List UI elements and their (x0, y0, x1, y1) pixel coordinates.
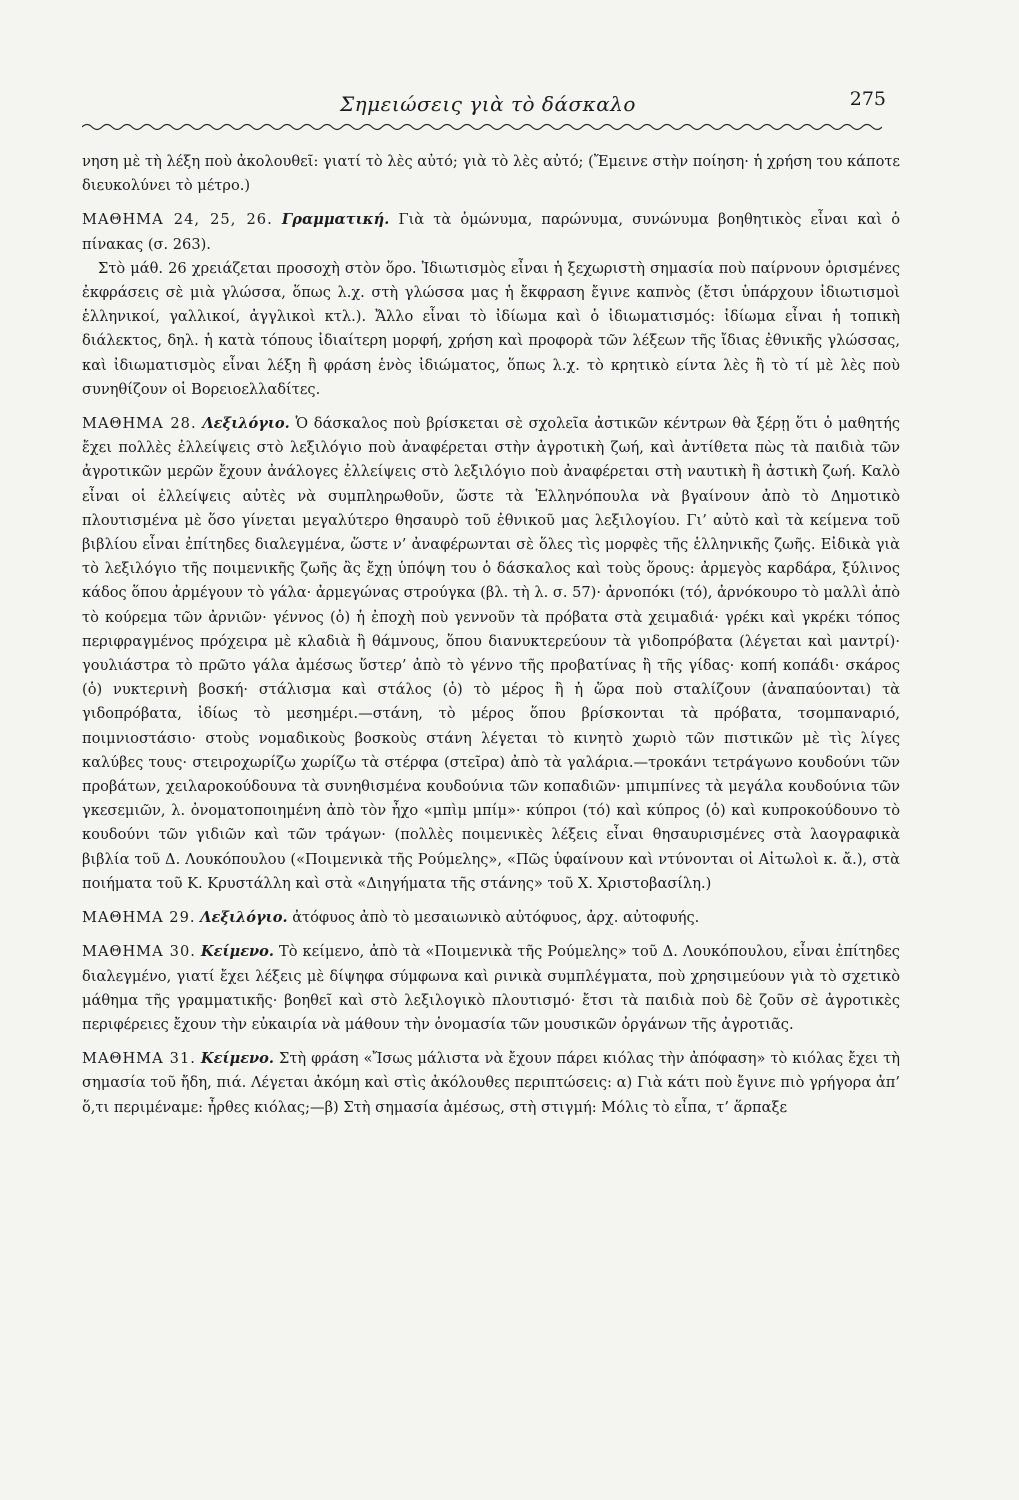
lesson-title: Λεξιλόγιο. (200, 909, 288, 927)
lesson-title: Γραμματική. (281, 211, 390, 229)
running-header (82, 78, 900, 118)
lesson-title: Κείμενο. (200, 943, 275, 961)
running-title: Σημειώσεις γιὰ τὸ δάσκαλο (340, 92, 636, 116)
lesson-paragraph-30 (82, 940, 900, 1037)
wavy-rule (82, 122, 900, 132)
book-page (82, 78, 900, 1120)
lesson-number: ΜΑΘΗΜΑ 28. (82, 415, 197, 433)
lesson-number: ΜΑΘΗΜΑ 29. (82, 909, 196, 927)
lesson-text: Τὸ κείμενο, ἀπὸ τὰ «Ποιμενικὰ τῆς Ρούμελης» τοῦ Δ. Λουκόπουλου, εἶναι ἐπίτηδες διαλεγμένο, γιατί ἔχει λέξεις μὲ δίψηφα σύμφωνα καὶ ρινικὰ συμπλέγματα, ποὺ χρησιμεύουν γιὰ τὸ σχετικὸ μάθημα τῆς γραμματικῆς· βοηθεῖ καὶ στὸ λεξιλογικὸ πλουτισμό· ἔτσι τὰ παιδιὰ ποὺ δὲ ζοῦν σὲ ἀγροτικὲς περιφέρειες ἔχουν τὴν εὐκαιρία νὰ μάθουν τὴν ὀνομασία τῶν μουσικῶν ὀργάνων τῆς ἀγροτιᾶς. (82, 943, 900, 1033)
lesson-number: ΜΑΘΗΜΑ 30. (82, 943, 196, 961)
lesson-number: ΜΑΘΗΜΑ 31. (82, 1050, 196, 1068)
lesson-text: Γιὰ τὰ ὁμώνυμα, παρώνυμα, συνώνυμα βοηθητικὸς εἶναι καὶ ὁ πίνακας (σ. 263). (82, 211, 901, 253)
lesson-title: Κείμενο. (200, 1050, 275, 1068)
page-number: 275 (849, 88, 886, 110)
lesson-paragraph-24-26 (82, 208, 900, 256)
lesson-paragraph-29 (82, 906, 900, 930)
lesson-title: Λεξιλόγιο. (202, 415, 290, 433)
lesson-text: ἀτόφυος ἀπὸ τὸ μεσαιωνικὸ αὐτόφυος, ἀρχ. αὐτοφυής. (292, 909, 700, 927)
lesson-text: Ὁ δάσκαλος ποὺ βρίσκεται σὲ σχολεῖα ἀστικῶν κέντρων θὰ ξέρῃ ὅτι ὁ μαθητής ἔχει πολλὲς ἐλλείψεις στὸ λεξιλόγιο ποὺ ἀναφέρεται στὴν ἀγροτικὴ ζωή, καὶ ἀντίθετα πὼς τὰ παιδιὰ τῶν ἀγροτικῶν μερῶν ἔχουν ἀνάλογες ἐλλείψεις στὸ λεξιλόγιο ποὺ ἀναφέρεται στὴ ναυτικὴ ἢ ἀστικὴ ζωή. Καλὸ εἶναι οἱ ἐλλείψεις αὐτὲς νὰ συμπληρωθοῦν, ὥστε τὰ Ἑλληνόπουλα νὰ βγαίνουν ἀπὸ τὸ Δημοτικὸ πλουτισμένα μὲ ὅσο γίνεται μεγαλύτερο θησαυρὸ τοῦ ἐθνικοῦ μας λεξιλογίου. Γι’ αὐτὸ καὶ τὰ κείμενα τοῦ βιβλίου εἶναι ἐπίτηδες διαλεγμένα, ὥστε ν’ ἀναφέρωνται σὲ ὅλες τὶς μορφὲς τῆς ἑλληνικῆς ζωῆς. Εἰδικὰ γιὰ τὸ λεξιλόγιο τῆς ποιμενικῆς ζωῆς ἂς ἔχῃ ὑπόψη του ὁ δάσκαλος καὶ τοὺς ὅρους: ἀρμεγὸς καρδάρα, ξύλινος κάδος ὅπου ἀρμέγουν τὸ γάλα· ἀρμεγώνας στρούγκα (βλ. τὴ λ. σ. 57)· ἀρνοπόκι (τό), ἀρνόκουρο τὸ μαλλὶ ἀπὸ τὸ κούρεμα τῶν ἀρνιῶν· γέννος (ὁ) ἡ ἐποχὴ ποὺ γεννοῦν τὰ πρόβατα στὰ χειμαδιά· γρέκι καὶ γκρέκι τόπος περιφραγμένος πρόχειρα μὲ κλαδιὰ ἢ θάμνους, ὅπου διανυκτερεύουν τὰ γιδοπρόβατα (λέγεται καὶ μαντρί)· γουλιάστρα τὸ πρῶτο γάλα ἀμέσως ὕστερ’ ἀπὸ τὸ γέννο τῆς προβατίνας ἢ τῆς γίδας· κοπή κοπάδι· σκάρος (ὁ) νυκτερινὴ βοσκή· στάλισμα καὶ στάλος (ὁ) τὸ μέρος ἢ ἡ ὥρα ποὺ σταλίζουν (ἀναπαύονται) τὰ γιδοπρόβατα, ἰδίως τὸ μεσημέρι.—στάνη, τὸ μέρος ὅπου βρίσκονται τὰ πρόβατα, τσομπαναριό, ποιμνιοστάσιο· στοὺς νομαδικοὺς βοσκοὺς στάνη λέγεται τὸ κινητὸ χωριὸ τῶν πιστικῶν μὲ τὶς λίγες καλύβες τους· στειροχωρίζω χωρίζω τὰ στέρφα (στεῖρα) ἀπὸ τὰ γαλάρια.—τροκάνι τετράγωνο κουδούνι τῶν προβάτων, χειλαροκούδουνα τὰ συνηθισμένα κουδούνια τῶν κοπαδιῶν· μπιμπίνες τὰ μεγάλα κουδούνια τῶν γκεσεμιῶν, λ. ὀνοματοποιημένη ἀπὸ τὸν ἦχο «μπὶμ μπίμ»· κύπροι (τό) καὶ κύπρος (ὁ) καὶ κυπροκούδουνο τὸ κουδούνι τῶν γιδιῶν καὶ τῶν τράγων· (πολλὲς ποιμενικὲς λέξεις εἶναι θησαυρισμένες στὰ λαογραφικὰ βιβλία τοῦ Δ. Λουκόπουλου («Ποιμενικὰ τῆς Ρούμελης», «Πῶς ὑφαίνουν καὶ ντύνονται οἱ Αἰτωλοὶ κ. ἄ.), στὰ ποιήματα τοῦ Κ. Κρυστάλλη καὶ στὰ «Διηγήματα τῆς στάνης» τοῦ Χ. Χριστοβασίλη.) (82, 415, 901, 892)
paragraph-idiom: Στὸ μάθ. 26 χρειάζεται προσοχὴ στὸν ὅρο. Ἰδιωτισμὸς εἶναι ἡ ξεχωριστὴ σημασία ποὺ παίρνουν ὁρισμένες ἐκφράσεις σὲ μιὰ γλώσσα, ὅπως λ.χ. στὴ γλώσσα μας ἡ ἔκφραση ἔγινε καπνὸς (ἔτσι ὑπάρχουν ἰδιωτισμοὶ ἑλληνικοί, γαλλικοί, ἀγγλικοὶ κτλ.). Ἄλλο εἶναι τὸ ἰδίωμα καὶ ὁ ἰδιωματισμός: ἰδίωμα εἶναι ἡ τοπικὴ διάλεκτος, δηλ. ἡ κατὰ τόπους ἰδιαίτερη μορφή, χρήση καὶ προφορὰ τῶν λέξεων τῆς ἴδιας ἐθνικῆς γλώσσας, καὶ ἰδιωματισμὸς εἶναι λέξη ἢ φράση ἑνὸς ἰδιώματος, ὅπως λ.χ. τὸ κρητικὸ είντα λὲς ἢ τὸ τί μὲ λὲς ποὺ συνηθίζουν οἱ Βορειοελλαδίτες. (82, 259, 900, 398)
lesson-number: ΜΑΘΗΜΑ 24, 25, 26. (82, 211, 273, 229)
lesson-text: Στὴ φράση «Ἴσως μάλιστα νὰ ἔχουν πάρει κιόλας τὴν ἀπόφαση» τὸ κιόλας ἔχει τὴ σημασία τοῦ ἤδη, πιά. Λέγεται ἀκόμη καὶ στὶς ἀκόλουθες περιπτώσεις: α) Γιὰ κάτι ποὺ ἔγινε πιὸ γρήγορα ἀπ’ ὅ,τι περιμέναμε: ἦρθες κιόλας;—β) Στὴ σημασία ἀμέσως, στὴ στιγμή: Μόλις τὸ εἶπα, τ’ ἅρπαξε (82, 1050, 900, 1116)
paragraph-continuation: νηση μὲ τὴ λέξη ποὺ ἀκολουθεῖ: γιατί τὸ λὲς αὐτό; γιὰ τὸ λὲς αὐτό; (Ἔμεινε στὴν ποίηση· ἡ χρήση του κάποτε διευκολύνει τὸ μέτρο.) (82, 153, 900, 195)
lesson-paragraph-28 (82, 412, 900, 896)
body-text (82, 150, 900, 1120)
wavy-rule-icon (82, 122, 882, 132)
lesson-paragraph-31 (82, 1047, 900, 1120)
